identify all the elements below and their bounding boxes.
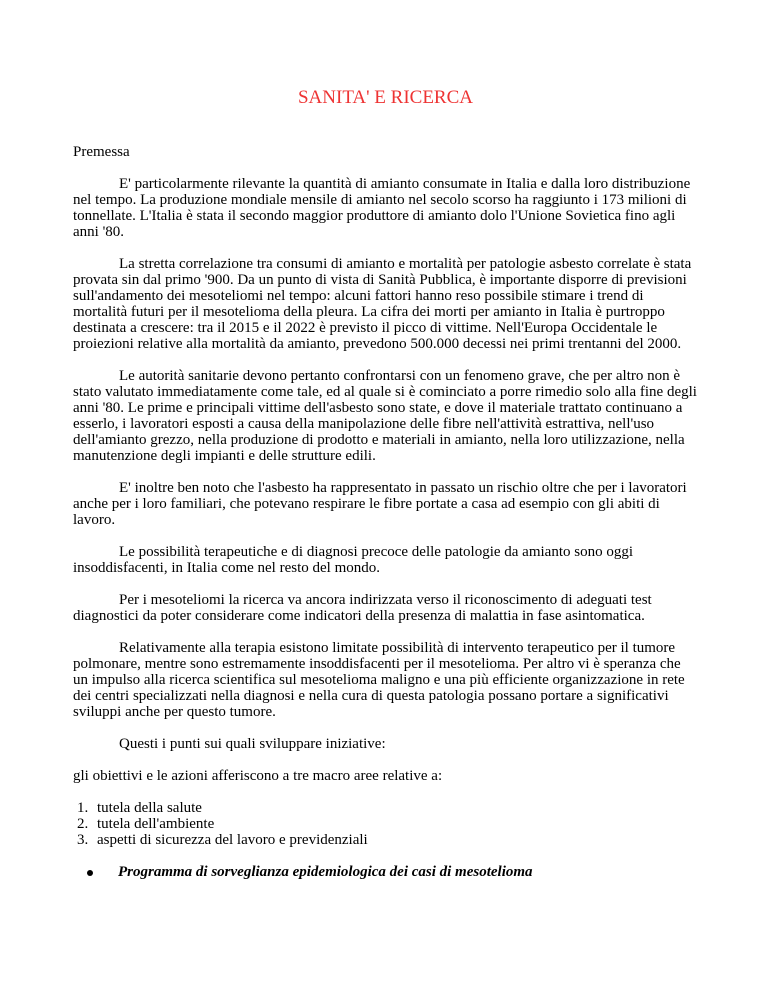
program-label: Programma di sorveglianza epidemiologica dei casi di mesotelioma [118,864,533,880]
document-page [73,0,698,880]
paragraph-4: E' inoltre ben noto che l'asbesto ha rappresentato in passato un rischio oltre che per i lavoratori anche per i loro familiari, che potevano respirare le fibre portate a casa ad esempio con gli abiti di lavoro. [73,480,687,528]
program-item [73,864,698,880]
paragraph-1: E' particolarmente rilevante la quantità di amianto consumate in Italia e dalla loro distribuzione nel tempo. La produzione mondiale mensile di amianto nel secolo scorso ha raggiunto i 173 milioni di tonnellate. L'Italia è stata il secondo maggior produttore di amianto dolo l'Unione Sovietica fino agli anni '80. [73,176,691,240]
list-item [73,832,698,848]
list-item-label: tutela dell'ambiente [97,816,215,832]
paragraph-2: La stretta correlazione tra consumi di amianto e mortalità per patologie asbesto correlate è stata provata sin dal primo '900. Da un punto di vista di Sanità Pubblica, è importante disporre di previsioni sull'andamento dei mesoteliomi nel tempo: alcuni fattori hanno reso possibile stimare i trend di mortalità futuri per il mesotelioma della pleura. La cifra dei morti per amianto in Italia è purtroppo destinata a crescere: tra il 2015 e il 2022 è previsto il picco di vittime. Nell'Europa Occidentale le proiezioni relative alla mortalità da amianto, prevedono 500.000 decessi nei primi trentanni del 2000. [73,256,692,352]
paragraph-6: Per i mesoteliomi la ricerca va ancora indirizzata verso il riconoscimento di adeguati test diagnostici da poter considerare come indicatori della presenza di malattia in fase asintomatica. [73,592,652,624]
bullet-icon [87,870,93,876]
list-item-label: tutela della salute [97,800,202,816]
program-list [73,864,698,880]
list-number: 3. [77,832,89,848]
list-item [73,800,698,816]
document-title: SANITA' E RICERCA [297,87,474,108]
areas-list [73,800,698,848]
paragraph-8: Questi i punti sui quali sviluppare iniziative: [119,736,386,752]
list-item [73,816,698,832]
paragraph-7: Relativamente alla terapia esistono limitate possibilità di intervento terapeutico per il tumore polmonare, mentre sono estremamente insoddisfacenti per il mesotelioma. Per altro vi è speranza che un impulso alla ricerca scientifica sul mesotelioma maligno e una più efficiente organizzazione in rete dei centri specializzati nella diagnosi e nella cura di questa patologia possano portare a significativi sviluppi anche per questo tumore. [73,640,685,720]
paragraph-3: Le autorità sanitarie devono pertanto confrontarsi con un fenomeno grave, che per altro non è stato valutato immediatamente come tale, ed al quale si è cominciato a porre rimedio solo alla fine degli anni '80. Le prime e principali vittime dell'asbesto sono state, e dove il materiale trattato continuano a esserlo, i lavoratori esposti a causa della manipolazione delle fibre nell'attività estrattiva, nell'uso dell'amianto grezzo, nella produzione di prodotto e materiali in amianto, nella loro utilizzazione, nella manutenzione degli impianti e delle strutture edili. [73,368,697,464]
paragraph-5: Le possibilità terapeutiche e di diagnosi precoce delle patologie da amianto sono oggi insoddisfacenti, in Italia come nel resto del mondo. [73,544,634,576]
section-heading-premessa: Premessa [73,144,130,160]
list-number: 2. [77,816,89,832]
list-item-label: aspetti di sicurezza del lavoro e previdenziali [97,832,368,848]
areas-intro: gli obiettivi e le azioni afferiscono a tre macro aree relative a: [73,768,443,784]
list-number: 1. [77,800,89,816]
